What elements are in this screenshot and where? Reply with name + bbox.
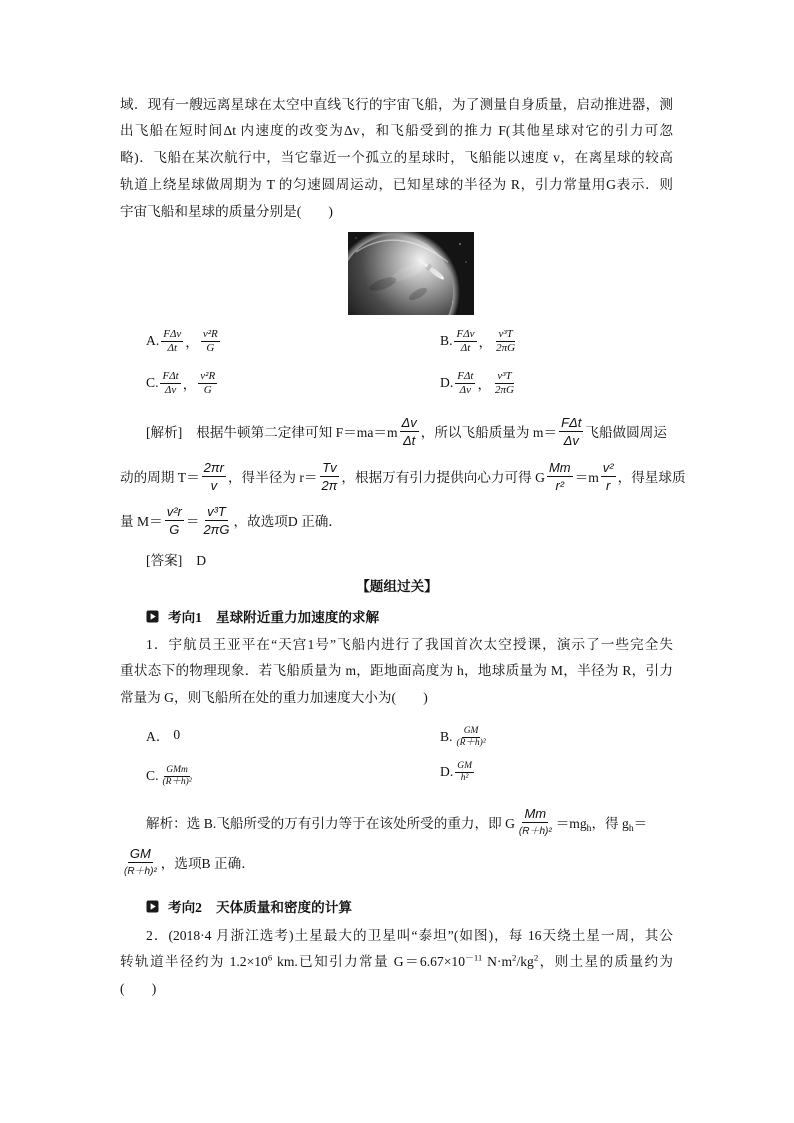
play-marker-icon (146, 900, 159, 913)
separator: ， (478, 335, 493, 350)
denominator: v (210, 477, 218, 493)
denominator: (R＋h)² (124, 865, 157, 877)
denominator: (R＋h)² (518, 825, 552, 837)
answer-line (146, 551, 206, 571)
analysis-text: ，故选项D 正确． (233, 514, 342, 529)
denominator: Δt (460, 341, 471, 354)
gravitation-fraction (517, 805, 554, 840)
solution-segment: ＝ (633, 816, 648, 831)
option-label: B. (440, 333, 453, 348)
analysis-line-3 (120, 500, 342, 540)
option-label: C. (146, 375, 159, 390)
option-label: D. (440, 375, 454, 390)
question-2-line-1: 2．(2018·4 月浙江选考)土星最大的卫星叫“泰坦”(如图)，每 16天绕土星一周，其公 (146, 928, 673, 943)
topic-title: 星球附近重力加速度的求解 (215, 610, 380, 625)
denominator: Δv (459, 383, 471, 396)
ship-mass-fraction (559, 414, 583, 449)
denominator: G (203, 383, 212, 396)
analysis-text: ＝m (574, 470, 599, 485)
exponent: －11 (465, 952, 483, 963)
problem-line-5: 宇宙飞船和星球的质量分别是( ) (120, 204, 333, 219)
numerator: GMm (166, 764, 188, 775)
planet-mass-result-fraction (201, 503, 231, 538)
option-value: 0 (173, 727, 181, 742)
numerator: FΔt (162, 369, 179, 382)
answer-value: D (196, 553, 207, 568)
topic-heading-2 (146, 896, 352, 916)
denominator: Δt (402, 432, 416, 448)
q1-option-b (440, 722, 490, 752)
radius-fraction (319, 459, 339, 494)
denominator: 2πG (203, 521, 230, 537)
numerator: FΔv (456, 327, 475, 340)
topic-label: 考向1 (168, 610, 202, 625)
section-title: 【题组过关】 (356, 579, 438, 594)
text-segment: 转轨道半径约为 1.2×10 (120, 954, 268, 969)
answer-tag: [答案] (146, 553, 183, 568)
numerator: FΔv (163, 327, 182, 340)
denominator: G (169, 521, 180, 537)
subscript: h (628, 823, 634, 834)
analysis-text: ，得星球质 (617, 470, 686, 485)
text-segment: km.已知引力常量 G＝6.67×10 (272, 954, 465, 969)
denominator: 2πG (495, 383, 515, 396)
exponent: 2 (512, 952, 517, 963)
option-fraction (160, 765, 193, 788)
centripetal-fraction (601, 459, 616, 494)
analysis-text: ，根据万有引力提供向心力可得 G (341, 470, 545, 485)
option-label: A． (146, 729, 170, 744)
analysis-text: 飞船做圆周运 (585, 425, 667, 440)
ship-mass-fraction (160, 370, 180, 397)
planet-spaceship-image (348, 232, 474, 315)
numerator: Tv (322, 459, 337, 475)
numerator: v² (602, 459, 614, 475)
ship-mass-fraction (161, 328, 183, 355)
planet-mass-fraction (198, 370, 217, 397)
period-fraction (202, 459, 226, 494)
separator: ， (185, 335, 199, 350)
option-fraction (454, 726, 487, 749)
numerator: Mm (524, 805, 547, 821)
topic-label: 考向2 (168, 900, 202, 915)
ship-mass-fraction (454, 328, 476, 355)
numerator: v²R (200, 369, 216, 382)
option-b (440, 323, 519, 359)
problem-line-4: 轨道上绕星球做周期为 T 的匀速圆周运动，已知星球的半径为 R，引力常量用G表示．则 (120, 177, 673, 192)
option-label: D. (440, 764, 454, 779)
analysis-text: ，所以飞船质量为 m＝ (420, 425, 558, 440)
numerator: v³T (498, 327, 513, 340)
q1-option-c (146, 761, 196, 791)
problem-line-3: 略)．飞船在某次航行中，当它靠近一个孤立的星球时，飞船能以速度 v，在离星球的较高 (120, 150, 673, 165)
denominator: (R＋h)² (162, 776, 192, 787)
denominator: (R＋h)² (456, 737, 486, 748)
separator: ， (182, 377, 197, 392)
acceleration-fraction (400, 414, 419, 449)
text-segment: ，则土星的质量约为 (538, 954, 674, 969)
analysis-text: ，得半径为 r＝ (227, 470, 318, 485)
denominator: h² (460, 772, 469, 783)
analysis-tag: [解析] (146, 425, 183, 440)
analysis-text: 动的周期 T＝ (120, 470, 200, 485)
topic-title: 天体质量和密度的计算 (215, 900, 352, 915)
solution-segment: ＝mg (555, 816, 587, 831)
analysis-text: ＝ (185, 514, 200, 529)
solution-segment: ，得 g (591, 816, 629, 831)
question-1-line-1: 1．宇航员王亚平在“天宫1号”飞船内进行了我国首次太空授课，演示了一些完全失 (146, 637, 673, 652)
analysis-text: 根据牛顿第二定律可知 F＝ma＝m (196, 425, 398, 440)
solution-text: 解析：选 B.飞船所受的万有引力等于在该处所受的重力，即 G (146, 816, 515, 831)
planet-mass-fraction (493, 370, 516, 397)
subscript: h (586, 823, 592, 834)
numerator: v²R (202, 327, 218, 340)
numerator: v²r (166, 503, 182, 519)
numerator: FΔt (561, 414, 582, 430)
numerator: GM (457, 760, 472, 771)
numerator: FΔt (457, 369, 474, 382)
gravity-fraction (547, 459, 573, 494)
planet-mass-fraction (201, 328, 220, 355)
q1-solution-line-2 (120, 842, 255, 882)
denominator: Δt (167, 341, 177, 354)
text-segment: /kg (516, 954, 534, 969)
denominator: 2π (321, 477, 338, 493)
gravity-acceleration-fraction (122, 845, 159, 880)
q1-solution-line-1 (146, 802, 647, 842)
problem-line-2: 出飞船在短时间Δt 内速度的改变为Δv，和飞船受到的推力 F(其他星球对它的引力可忽 (120, 123, 673, 138)
option-c (146, 365, 219, 401)
question-2-line-3: ( ) (120, 981, 157, 996)
numerator: GM (463, 725, 479, 736)
problem-line-1: 域．现有一艘远离星球在太空中直线飞行的宇宙飞船，为了测量自身质量，启动推进器，测 (120, 97, 673, 112)
analysis-line-2 (120, 456, 686, 496)
option-fraction (455, 761, 474, 784)
numerator: GM (129, 845, 151, 861)
numerator: v³T (207, 503, 226, 519)
separator: ， (477, 377, 492, 392)
option-a (146, 323, 222, 359)
text-segment: N·m (482, 954, 513, 969)
solution-text: ，选项B 正确． (160, 856, 255, 871)
question-1-line-2: 重状态下的物理现象．若飞船质量为 m，距地面高度为 h，地球质量为 M，半径为 R，引力 (120, 663, 673, 678)
option-label: B. (440, 729, 453, 744)
solution-text (556, 812, 647, 832)
ship-mass-fraction (455, 370, 475, 397)
planet-mass-fraction (494, 328, 517, 355)
analysis-line-1 (146, 411, 667, 451)
topic-heading-1 (146, 606, 379, 626)
exponent: 6 (267, 952, 273, 963)
exponent: 2 (533, 952, 539, 963)
play-marker-icon (146, 610, 159, 623)
analysis-text: 量 M＝ (120, 514, 163, 529)
numerator: v³T (497, 369, 512, 382)
denominator: G (206, 341, 215, 354)
q1-option-d (440, 757, 476, 787)
denominator: r² (555, 477, 565, 493)
numerator: 2πr (203, 459, 224, 475)
option-d (440, 365, 518, 401)
option-label: C. (146, 768, 159, 783)
denominator: r (606, 477, 611, 493)
numerator: Δv (401, 414, 417, 430)
question-2-line-2 (120, 952, 673, 972)
planet-mass-fraction (165, 503, 184, 538)
denominator: Δv (164, 383, 177, 396)
option-label: A. (146, 333, 160, 348)
denominator: Δv (563, 432, 579, 448)
question-1-line-3: 常量为 G，则飞船所在处的重力加速度大小为( ) (120, 690, 428, 705)
numerator: Mm (548, 459, 571, 475)
denominator: 2πG (496, 341, 516, 354)
q1-option-a (146, 720, 180, 750)
